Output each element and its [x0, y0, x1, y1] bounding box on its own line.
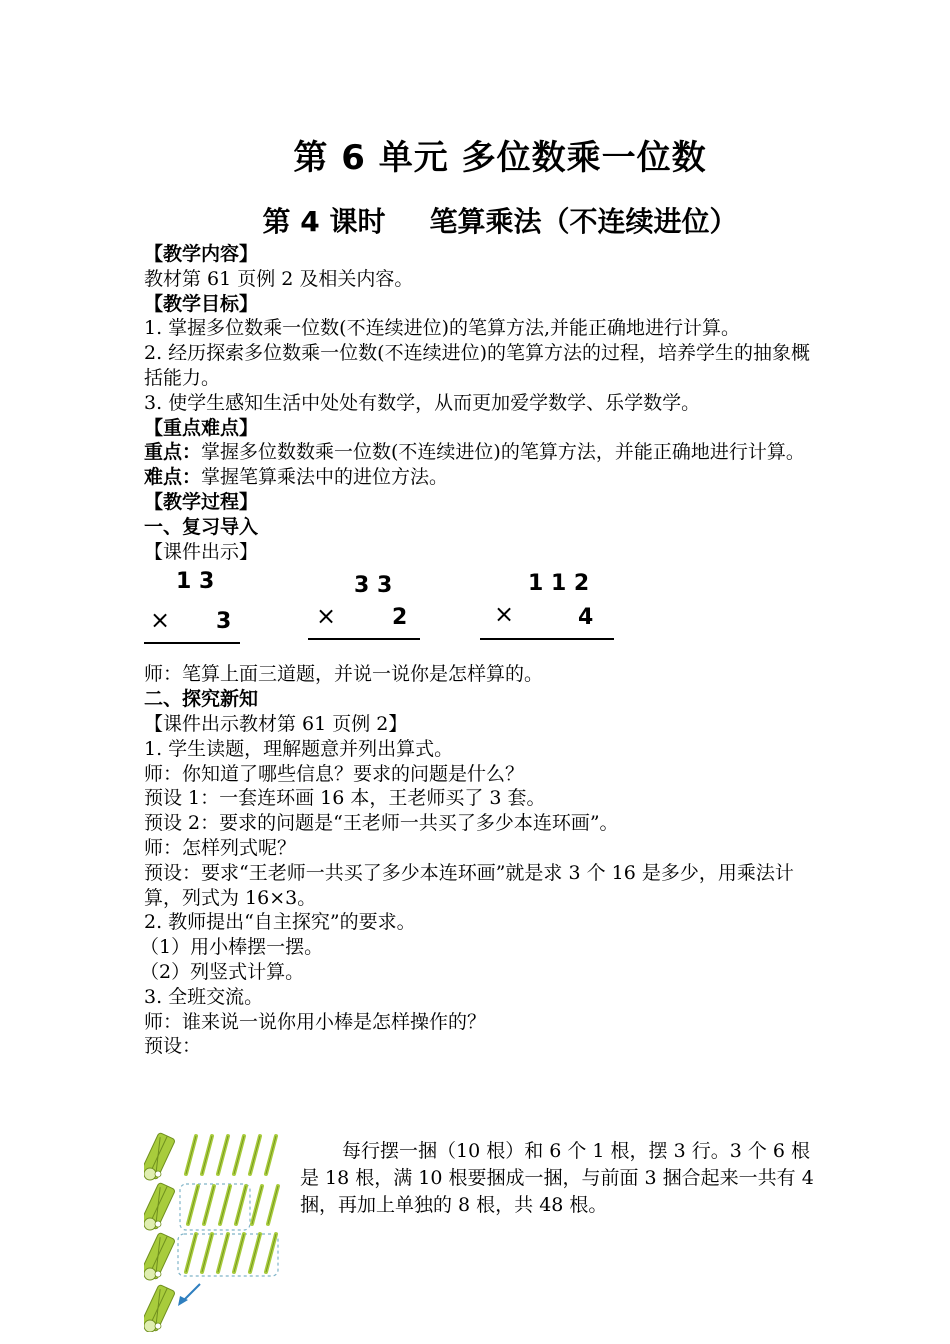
lesson-name: 笔算乘法（不连续进位）: [429, 205, 738, 238]
document-body: [140, 242, 824, 1059]
courseware-2: 【课件出示教材第 61 页例 2】: [144, 712, 408, 735]
content-heading: 【教学内容】: [144, 243, 259, 265]
goal-1: 1. 掌握多位数乘一位数(不连续进位)的笔算方法,并能正确地进行计算。: [144, 317, 741, 340]
problem-2-bottom: 2: [392, 605, 408, 631]
key-text: 掌握多位数数乘一位数(不连续进位)的笔算方法，并能正确地进行计算。: [201, 441, 805, 464]
difficulty-label: 难点：: [144, 466, 202, 489]
bundle-icon: [144, 1182, 175, 1230]
stick-icon: [234, 1136, 244, 1174]
part2-heading: 二、探究新知: [144, 688, 259, 711]
problem-3-top: 1 1 2: [528, 571, 590, 597]
example-explanation: 每行摆一捆（10 根）和 6 个 1 根，摆 3 行。3 个 6 根是 18 根，满 10 根要捆成一捆，与前面 3 捆合起来一共有 4 捆，再加上单独的 8 根，共 48 根。: [300, 1140, 814, 1216]
part1-heading: 一、复习导入: [144, 515, 259, 538]
teacher-line-1: 师：笔算上面三道题，并说一说你是怎样算的。: [144, 663, 544, 686]
stick-icon: [266, 1234, 276, 1272]
problem-1-top: 1 3: [176, 569, 215, 595]
difficulty-point: [144, 465, 824, 490]
step-3: 3. 全班交流。: [144, 985, 264, 1008]
key-difficulty-heading: 【重点难点】: [144, 416, 259, 439]
process-heading: 【教学过程】: [144, 490, 259, 513]
problem-3-bottom: 4: [578, 605, 594, 631]
stick-icon: [250, 1234, 260, 1272]
stick-icon: [202, 1234, 212, 1272]
stick-icon: [188, 1186, 198, 1224]
lesson-title: [20, 200, 950, 240]
teacher-line-3: 师：怎样列式呢？: [144, 836, 297, 859]
goal-3: 3. 使学生感知生活中处处有数学，从而更加爱学数学、乐学数学。: [144, 391, 701, 414]
problem-1-times: ×: [150, 606, 171, 635]
problem-2-top: 3 3: [354, 573, 393, 599]
stick-icon: [204, 1186, 214, 1224]
problem-2-line: [308, 638, 420, 640]
stick-icon: [234, 1234, 244, 1272]
sticks-illustration: [144, 1132, 294, 1332]
problem-2-times: ×: [316, 602, 337, 631]
content-text: 教材第 61 页例 2 及相关内容。: [144, 267, 414, 290]
stick-icon: [186, 1234, 196, 1272]
problem-1-line: [144, 642, 240, 644]
problem-3-line: [480, 638, 614, 640]
stick-icon: [236, 1186, 246, 1224]
stick-icon: [186, 1136, 196, 1174]
problem-3-times: ×: [494, 600, 515, 629]
sub-step-2: （2）列竖式计算。: [140, 960, 305, 983]
stick-icon: [252, 1186, 262, 1224]
bundle-icon: [144, 1232, 175, 1280]
goals-heading: 【教学目标】: [144, 292, 259, 315]
review-problems: [144, 564, 824, 662]
teacher-line-2: 师：你知道了哪些信息？要求的问题是什么？: [144, 762, 525, 785]
sub-step-1: （1）用小棒摆一摆。: [140, 936, 324, 959]
preset-2: 预设 2：要求的问题是“王老师一共买了多少本连环画”。: [144, 812, 619, 835]
stick-icon: [266, 1136, 276, 1174]
stick-example: [144, 1132, 824, 1332]
key-label: 重点：: [144, 441, 202, 464]
step-2: 2. 教师提出“自主探究”的要求。: [144, 911, 416, 934]
difficulty-text: 掌握笔算乘法中的进位方法。: [201, 466, 449, 489]
courseware-1: 【课件出示】: [144, 540, 259, 563]
lesson-number: 第 4 课时: [262, 205, 386, 238]
stick-icon: [220, 1186, 230, 1224]
key-point: [144, 440, 824, 465]
stick-icon: [268, 1186, 278, 1224]
stick-icon: [218, 1234, 228, 1272]
goal-2: 2. 经历探索多位数乘一位数(不连续进位)的笔算方法的过程，培养学生的抽象概括能力。: [144, 342, 810, 389]
stick-icon: [250, 1136, 260, 1174]
unit-title: 第 6 单元 多位数乘一位数: [293, 138, 707, 178]
preset-4: 预设：: [144, 1035, 202, 1058]
stick-icon: [202, 1136, 212, 1174]
stick-icon: [218, 1136, 228, 1174]
problem-1-bottom: 3: [216, 609, 232, 635]
teacher-line-4: 师：谁来说一说你用小棒是怎样操作的？: [144, 1010, 487, 1033]
preset-1: 预设 1：一套连环画 16 本，王老师买了 3 套。: [144, 787, 546, 810]
preset-3: 预设：要求“王老师一共买了多少本连环画”就是求 3 个 16 是多少，用乘法计算，列式为 16×3。: [144, 861, 794, 909]
bundle-icon: [144, 1284, 175, 1332]
bundle-icon: [144, 1132, 175, 1180]
step-1: 1. 学生读题，理解题意并列出算式。: [144, 737, 454, 760]
